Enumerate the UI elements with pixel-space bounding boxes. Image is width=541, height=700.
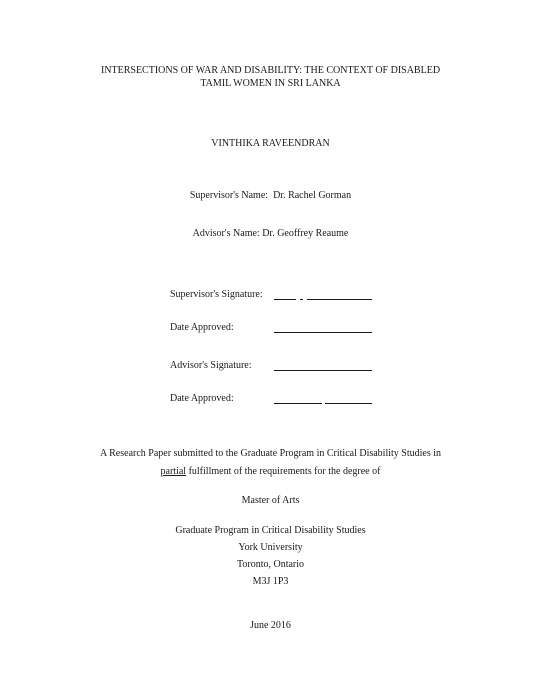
- advisor-name-value: Dr. Geoffrey Reaume: [262, 228, 349, 239]
- supervisor-name-value: Dr. Rachel Gorman: [273, 190, 352, 201]
- supervisor-signature-row: [170, 288, 380, 302]
- submission-statement-rest: fulfillment of the requirements for the degree of: [186, 466, 381, 477]
- city-name: Toronto, Ontario: [236, 559, 305, 570]
- submission-statement-line-1: A Research Paper submitted to the Graduate Program in Critical Disability Studies in: [99, 448, 442, 459]
- postal-code: M3J 1P3: [252, 576, 289, 587]
- advisor-name-line: [0, 227, 541, 240]
- advisor-date-row: [170, 392, 380, 406]
- thesis-title: [0, 64, 541, 90]
- thesis-title-line-2: TAMIL WOMEN IN SRI LANKA: [200, 78, 341, 89]
- supervisor-name-line: [0, 189, 541, 202]
- supervisor-date-label: Date Approved:: [170, 322, 234, 333]
- supervisor-signature-label: Supervisor's Signature:: [170, 289, 263, 300]
- submission-date: June 2016: [250, 620, 291, 631]
- author-name: VINTHIKA RAVEENDRAN: [211, 138, 330, 149]
- supervisor-date-line: [274, 332, 372, 333]
- submission-statement-line-2: [0, 465, 541, 478]
- advisor-date-line: [274, 403, 372, 404]
- degree-name: Master of Arts: [241, 495, 300, 506]
- advisor-signature-row: [170, 359, 380, 373]
- supervisor-signature-line: [274, 299, 372, 300]
- advisor-signature-label: Advisor's Signature:: [170, 360, 252, 371]
- advisor-signature-line: [274, 370, 372, 371]
- partial-emphasis: partial: [160, 466, 187, 477]
- advisor-name-label: Advisor's Name:: [192, 228, 260, 239]
- thesis-title-line-1: INTERSECTIONS OF WAR AND DISABILITY: THE CONTEXT OF DISABLED: [100, 65, 441, 76]
- supervisor-date-row: [170, 321, 380, 335]
- university-name: York University: [238, 542, 303, 553]
- program-name: Graduate Program in Critical Disability Studies: [175, 525, 366, 536]
- advisor-date-label: Date Approved:: [170, 393, 234, 404]
- supervisor-name-label: Supervisor's Name:: [189, 190, 269, 201]
